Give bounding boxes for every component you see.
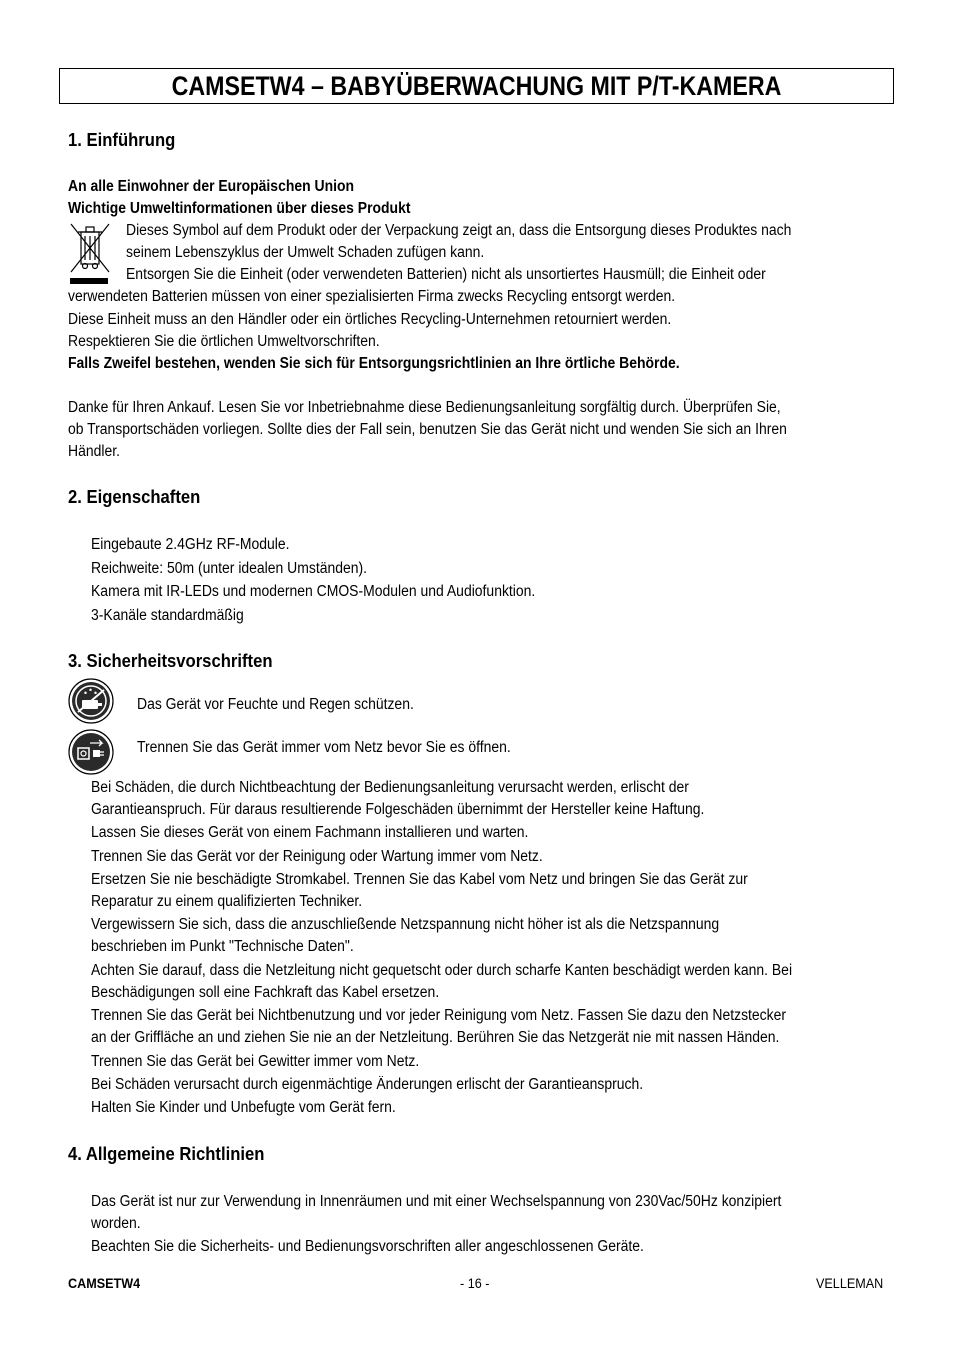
thanks-text-3: Händler. (68, 443, 120, 460)
authority-note: Falls Zweifel bestehen, wenden Sie sich für Entsorgungsrichtlinien an Ihre örtliche Behörde. (68, 355, 680, 372)
feature-item: 3-Kanäle standardmäßig (91, 607, 244, 624)
safety-line: Reparatur zu einem qualifizierten Techniker. (91, 893, 363, 910)
safety-line: Trennen Sie das Gerät bei Nichtbenutzung und vor jeder Reinigung vom Netz. Fassen Sie dazu den Netzstecker (91, 1007, 787, 1024)
safety-line: Trennen Sie das Gerät vor der Reinigung oder Wartung immer vom Netz. (91, 848, 543, 865)
safety-line: Bei Schäden, die durch Nichtbeachtung der Bedienungsanleitung verursacht werden, erlischt der (91, 779, 689, 796)
heading-safety: 3. Sicherheitsvorschriften (68, 650, 273, 671)
footer-page-number: - 16 - (460, 1275, 490, 1291)
safety-line: Ersetzen Sie nie beschädigte Stromkabel. Trennen Sie das Kabel vom Netz und bringen Sie das Gerät zur (91, 871, 748, 888)
unplug-icon (68, 729, 114, 775)
safety-line: Beschädigungen soll eine Fachkraft das Kabel ersetzen. (91, 984, 440, 1001)
feature-item: Kamera mit IR-LEDs und modernen CMOS-Modulen und Audiofunktion. (91, 583, 536, 600)
safety-line: Lassen Sie dieses Gerät von einem Fachmann installieren und warten. (91, 824, 529, 841)
weee-text-3: Entsorgen Sie die Einheit (oder verwendeten Batterien) nicht als unsortiertes Hausmüll; die Einheit oder (126, 266, 766, 283)
guideline-line: worden. (91, 1215, 141, 1232)
safety-line: Halten Sie Kinder und Unbefugte vom Gerät fern. (91, 1099, 396, 1116)
weee-text-1: Dieses Symbol auf dem Produkt oder der Verpackung zeigt an, dass die Entsorgung dieses Produktes nach (126, 222, 792, 239)
safety-line: Bei Schäden verursacht durch eigenmächtige Änderungen erlischt der Garantieanspruch. (91, 1076, 644, 1093)
heading-general-guidelines: 4. Allgemeine Richtlinien (68, 1143, 265, 1164)
weee-text-6: Respektieren Sie die örtlichen Umweltvorschriften. (68, 333, 380, 350)
safety-line: Vergewissern Sie sich, dass die anzuschließende Netzspannung nicht höher ist als die Netzspannung (91, 916, 720, 933)
weee-text-5: Diese Einheit muss an den Händler oder ein örtliches Recycling-Unternehmen retourniert werden. (68, 311, 672, 328)
weee-text-4: verwendeten Batterien müssen von einer spezialisierten Firma zwecks Recycling entsorgt werden. (68, 288, 676, 305)
safety-icon-text-water: Das Gerät vor Feuchte und Regen schützen. (137, 696, 414, 713)
feature-item: Eingebaute 2.4GHz RF-Module. (91, 536, 290, 553)
feature-item: Reichweite: 50m (unter idealen Umständen). (91, 560, 368, 577)
safety-line: Trennen Sie das Gerät bei Gewitter immer vom Netz. (91, 1053, 420, 1070)
footer-model: CAMSETW4 (68, 1275, 141, 1291)
safety-line: beschrieben im Punkt "Technische Daten". (91, 938, 354, 955)
safety-line: Achten Sie darauf, dass die Netzleitung nicht gequetscht oder durch scharfe Kanten beschädigt werden kann. Bei (91, 962, 793, 979)
title-box (59, 68, 894, 104)
footer-brand: VELLEMAN (816, 1275, 884, 1291)
heading-features: 2. Eigenschaften (68, 486, 201, 507)
weee-text-2: seinem Lebenszyklus der Umwelt Schaden zufügen kann. (126, 244, 485, 261)
page-title: CAMSETW4 – BABYÜBERWACHUNG MIT P/T-KAMERA (171, 70, 782, 101)
environment-info-line: Wichtige Umweltinformationen über dieses Produkt (68, 200, 411, 217)
guideline-line: Beachten Sie die Sicherheits- und Bedienungsvorschriften aller angeschlossenen Geräte. (91, 1238, 644, 1255)
safety-line: Garantieanspruch. Für daraus resultierende Folgeschäden übernimmt der Hersteller keine Haftung. (91, 801, 705, 818)
safety-icon-text-unplug: Trennen Sie das Gerät immer vom Netz bevor Sie es öffnen. (137, 739, 511, 756)
heading-introduction: 1. Einführung (68, 129, 176, 150)
guideline-line: Das Gerät ist nur zur Verwendung in Innenräumen und mit einer Wechselspannung von 230Vac/50Hz konzipiert (91, 1193, 782, 1210)
thanks-text-2: ob Transportschäden vorliegen. Sollte dies der Fall sein, benutzen Sie das Gerät nicht und wenden Sie sich an Ihren (68, 421, 787, 438)
weee-bin-icon (68, 222, 112, 286)
water-protection-icon (68, 678, 114, 724)
safety-line: an der Griffläche an und ziehen Sie nie an der Netzleitung. Berühren Sie das Netzgerät nie mit nassen Händen. (91, 1029, 780, 1046)
thanks-text-1: Danke für Ihren Ankauf. Lesen Sie vor Inbetriebnahme diese Bedienungsanleitung sorgfältig durch. Überprüfen Sie, (68, 399, 781, 416)
eu-residents-line: An alle Einwohner der Europäischen Union (68, 178, 355, 195)
